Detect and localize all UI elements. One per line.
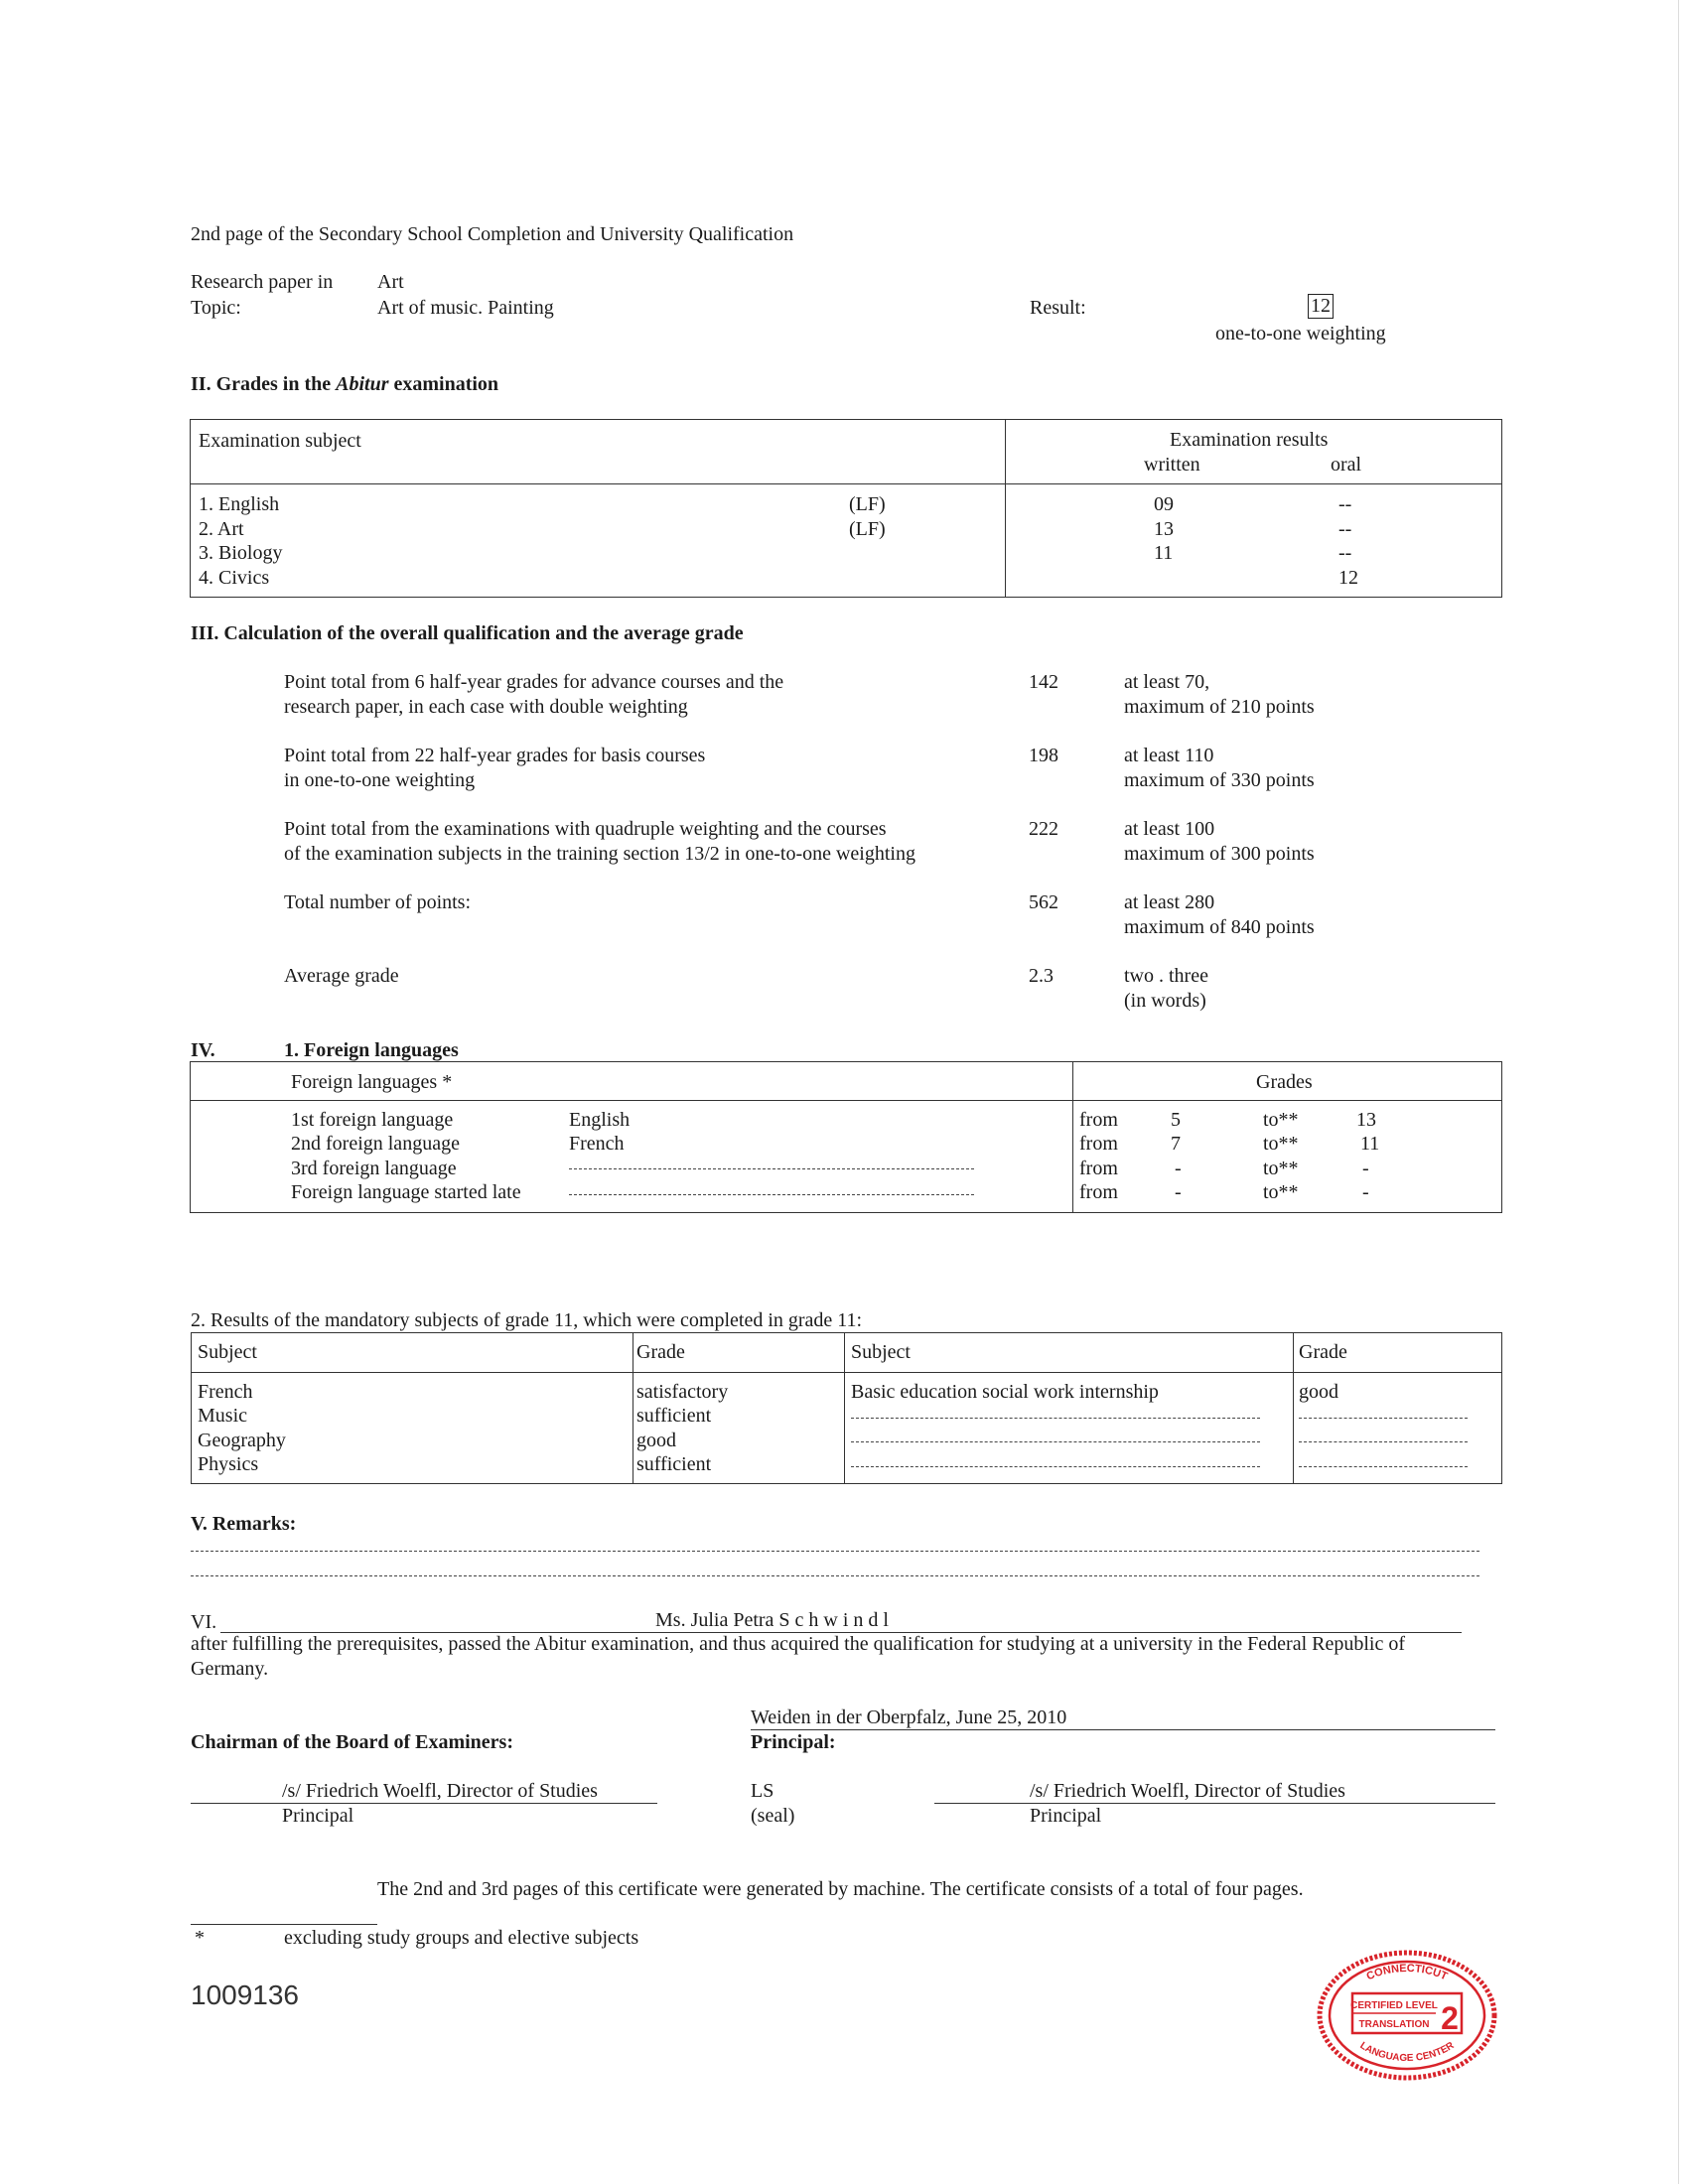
mandatory-blank-line (851, 1418, 1260, 1419)
seal-label: (seal) (751, 1805, 795, 1827)
mandatory-grade: sufficient (636, 1405, 712, 1427)
language-label: 2nd foreign language (291, 1133, 460, 1155)
footnote-asterisk: * (195, 1927, 205, 1949)
languages-table-divider (1072, 1061, 1073, 1213)
exam-tag: (LF) (849, 518, 886, 540)
signature-2-role: Principal (1030, 1805, 1102, 1827)
exam-written: 11 (1154, 542, 1174, 564)
calc-line2: research paper, in each case with double weighting (284, 696, 688, 718)
language-from-word: from (1079, 1181, 1118, 1203)
qualification-text: after fulfilling the prerequisites, passed the Abitur examination, and thus acquired the qualification for studying at a university in the Federal Republic of (191, 1633, 1405, 1655)
language-blank-line (569, 1168, 974, 1169)
mandatory-subject: Physics (198, 1453, 259, 1475)
mandatory-subject: Music (198, 1405, 247, 1427)
section-ii-heading: II. Grades in the Abitur examination (191, 373, 499, 395)
exam-oral: -- (1338, 493, 1352, 515)
language-from: - (1175, 1181, 1182, 1203)
mandatory-divider (1293, 1332, 1294, 1484)
exam-oral: -- (1338, 518, 1352, 540)
language-label: 3rd foreign language (291, 1158, 457, 1179)
section-iii-heading: III. Calculation of the overall qualification and the average grade (191, 622, 744, 644)
stamp-bottom-text: LANGUAGE CENTER (1357, 2040, 1457, 2065)
calc-req1: at least 70, (1124, 671, 1210, 693)
calc-line1: Point total from the examinations with quadruple weighting and the courses (284, 818, 887, 840)
exam-oral: -- (1338, 542, 1352, 564)
place-date-line (751, 1729, 1495, 1730)
exam-col-oral: oral (1331, 454, 1362, 476)
mandatory-col-grade: Grade (636, 1341, 685, 1363)
topic-value: Art of music. Painting (377, 297, 554, 319)
certification-stamp (1313, 1946, 1501, 2085)
calc-req1: at least 100 (1124, 818, 1215, 840)
mandatory-blank-line (1299, 1441, 1468, 1442)
language-from-word: from (1079, 1158, 1118, 1179)
language-label: Foreign language started late (291, 1181, 521, 1203)
language-to: - (1362, 1158, 1369, 1179)
calc-value: 562 (1029, 891, 1058, 913)
research-subject: Art (377, 271, 404, 293)
remarks-line (191, 1575, 1479, 1576)
exam-subject: 1. English (199, 493, 280, 515)
calc-value: 222 (1029, 818, 1058, 840)
mandatory-blank-line (1299, 1466, 1468, 1467)
mandatory-col-subject: Subject (198, 1341, 257, 1363)
exam-written: 13 (1154, 518, 1174, 540)
exam-col-written: written (1144, 454, 1200, 476)
language-name: English (569, 1109, 631, 1131)
calc-req2: maximum of 300 points (1124, 843, 1315, 865)
language-name: French (569, 1133, 625, 1155)
language-from-word: from (1079, 1109, 1118, 1131)
graduate-name: Ms. Julia Petra S c h w i n d l (655, 1609, 889, 1631)
topic-label: Topic: (191, 297, 241, 319)
calc-req2: maximum of 840 points (1124, 916, 1315, 938)
language-from: 5 (1171, 1109, 1181, 1131)
place-date: Weiden in der Oberpfalz, June 25, 2010 (751, 1706, 1067, 1728)
mandatory-header-rule (191, 1372, 1502, 1373)
language-to: 11 (1360, 1133, 1380, 1155)
result-weighting: one-to-one weighting (1215, 323, 1386, 344)
stamp-middle-line1: CERTIFIED LEVEL (1350, 2000, 1438, 2011)
exam-col-subject: Examination subject (199, 430, 361, 452)
calc-req1: at least 280 (1124, 891, 1215, 913)
signature-1-name: /s/ Friedrich Woelfl, Director of Studies (282, 1780, 598, 1802)
language-to-word: to** (1263, 1109, 1299, 1131)
chairman-label: Chairman of the Board of Examiners: (191, 1731, 513, 1753)
calc-line2: in one-to-one weighting (284, 769, 476, 791)
footnote-rule (191, 1924, 377, 1925)
section-iv-roman: IV. (191, 1039, 215, 1061)
language-from: - (1175, 1158, 1182, 1179)
calc-line1: Point total from 22 half-year grades for basis courses (284, 745, 706, 766)
exam-subject: 4. Civics (199, 567, 270, 589)
remarks-line (191, 1551, 1479, 1552)
mandatory-blank-line (851, 1466, 1260, 1467)
signature-1-line (191, 1803, 657, 1804)
calc-line1: Point total from 6 half-year grades for advance courses and the (284, 671, 784, 693)
exam-subject: 3. Biology (199, 542, 283, 564)
calc-req2: maximum of 330 points (1124, 769, 1315, 791)
language-blank-line (569, 1194, 974, 1195)
signature-2-line (934, 1803, 1495, 1804)
calc-line1: Average grade (284, 965, 399, 987)
calc-req2: (in words) (1124, 990, 1206, 1012)
languages-table-header-rule (190, 1100, 1502, 1101)
mandatory-divider (844, 1332, 845, 1484)
calc-value: 198 (1029, 745, 1058, 766)
mandatory-blank-line (1299, 1418, 1468, 1419)
page-title: 2nd page of the Secondary School Completion and University Qualification (191, 223, 794, 245)
stamp-top-text: CONNECTICUT (1364, 1962, 1450, 1983)
mandatory-grade: sufficient (636, 1453, 712, 1475)
mandatory-heading: 2. Results of the mandatory subjects of grade 11, which were completed in grade 11: (191, 1309, 863, 1331)
language-from: 7 (1171, 1133, 1181, 1155)
mandatory-blank-line (851, 1441, 1260, 1442)
language-label: 1st foreign language (291, 1109, 454, 1131)
mandatory-grade: good (636, 1430, 676, 1451)
result-label: Result: (1030, 297, 1086, 319)
ls-label: LS (751, 1780, 774, 1802)
languages-col-label: Foreign languages * (291, 1071, 453, 1093)
research-label: Research paper in (191, 271, 334, 293)
exam-written: 09 (1154, 493, 1174, 515)
calc-value: 142 (1029, 671, 1058, 693)
exam-oral: 12 (1338, 567, 1358, 589)
calc-req1: at least 110 (1124, 745, 1214, 766)
language-to: 13 (1356, 1109, 1376, 1131)
language-from-word: from (1079, 1133, 1118, 1155)
language-to-word: to** (1263, 1181, 1299, 1203)
calc-req2: maximum of 210 points (1124, 696, 1315, 718)
exam-tag: (LF) (849, 493, 886, 515)
languages-col-grades: Grades (1256, 1071, 1313, 1093)
stamp-level: 2 (1441, 2000, 1459, 2036)
exam-table-divider (1005, 419, 1006, 598)
mandatory-extra-subject: Basic education social work internship (851, 1381, 1159, 1403)
language-to-word: to** (1263, 1158, 1299, 1179)
calc-line1: Total number of points: (284, 891, 472, 913)
mandatory-grade: satisfactory (636, 1381, 729, 1403)
signature-2-name: /s/ Friedrich Woelfl, Director of Studies (1030, 1780, 1345, 1802)
calc-value: 2.3 (1029, 965, 1054, 987)
language-to: - (1362, 1181, 1369, 1203)
signature-1-role: Principal (282, 1805, 354, 1827)
language-to-word: to** (1263, 1133, 1299, 1155)
page-edge-line (1678, 0, 1679, 2184)
foreign-languages-heading: 1. Foreign languages (284, 1039, 459, 1061)
document-number: 1009136 (191, 1979, 300, 2010)
exam-col-results: Examination results (1170, 429, 1329, 451)
footnote-text: excluding study groups and elective subjects (284, 1927, 639, 1949)
result-value-box: 12 (1308, 294, 1334, 319)
mandatory-subject: French (198, 1381, 253, 1403)
remarks-heading: V. Remarks: (191, 1513, 297, 1535)
calc-line2: of the examination subjects in the training section 13/2 in one-to-one weighting (284, 843, 915, 865)
section-vi-roman: VI. (191, 1611, 217, 1633)
mandatory-subject: Geography (198, 1430, 286, 1451)
mandatory-col-grade2: Grade (1299, 1341, 1347, 1363)
calc-req1: two . three (1124, 965, 1208, 987)
exam-subject: 2. Art (199, 518, 244, 540)
exam-table-header-rule (190, 483, 1502, 484)
stamp-middle-line2: TRANSLATION (1358, 2019, 1430, 2030)
mandatory-extra-grade: good (1299, 1381, 1338, 1403)
qualification-text-cont: Germany. (191, 1658, 269, 1680)
principal-label: Principal: (751, 1731, 836, 1753)
machine-note: The 2nd and 3rd pages of this certificate were generated by machine. The certificate consists of a total of four pages. (377, 1878, 1304, 1900)
mandatory-col-subject2: Subject (851, 1341, 911, 1363)
